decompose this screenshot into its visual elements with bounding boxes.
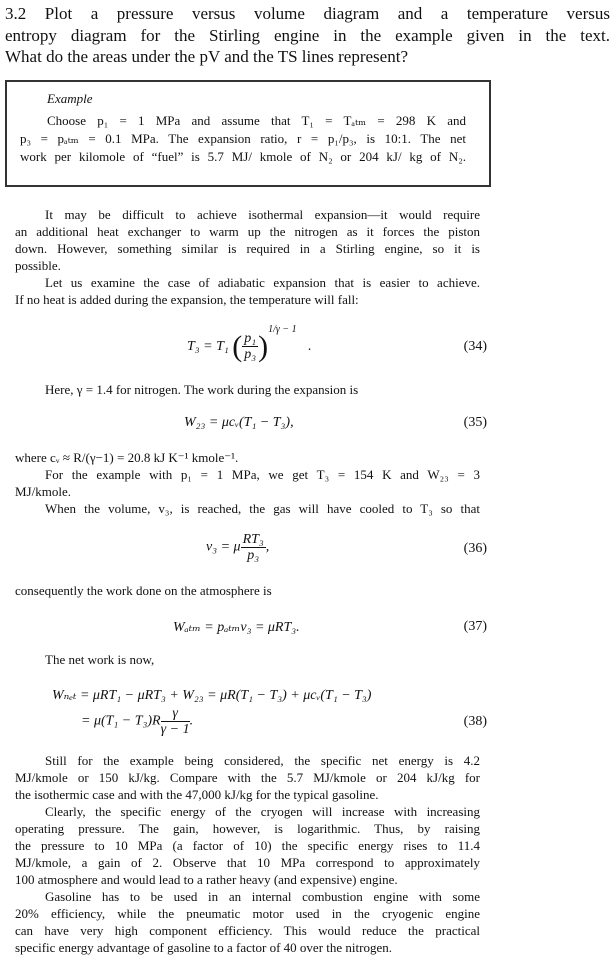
equation-number-36: (36) — [463, 541, 487, 556]
text-line: an additional heat exchanger to warm up the nitrogen as it forces the piston — [15, 224, 480, 239]
eq36-denominator: p₃ — [247, 548, 260, 563]
text-line: The net work is now, — [45, 652, 155, 667]
eq38-numerator: γ — [161, 706, 190, 722]
text-line: consequently the work done on the atmosphere is — [15, 583, 272, 598]
question-line: 3.2 Plot a pressure versus volume diagram and a temperature versus — [5, 4, 610, 23]
text-line: where cᵥ ≈ R/(γ−1) = 20.8 kJ K⁻¹ kmole⁻¹. — [15, 450, 239, 465]
equation-35: W₂₃ = μcᵥ(T₁ − T₃), — [184, 415, 294, 430]
text-line: For the example with p₁ = 1 MPa, we get T₃ = 154 K and W₂₃ = 3 — [45, 467, 480, 482]
eq36-numerator: RT₃ — [242, 532, 264, 547]
example-title: Example — [47, 91, 93, 106]
example-body — [20, 112, 466, 166]
equation-number-38: (38) — [463, 714, 487, 729]
eq38-denominator: γ − 1 — [160, 722, 190, 737]
eq34-numerator: p₁ — [244, 331, 257, 347]
equation-number-34: (34) — [463, 339, 487, 354]
text-line: Still for the example being considered, the specific net energy is 4.2 — [45, 753, 480, 768]
eq36-lhs: v₃ = μ — [206, 539, 241, 555]
eq34-denominator: p₃ — [244, 347, 257, 363]
net-work-text — [15, 651, 480, 668]
text-line: Clearly, the specific energy of the cryogen will increase with increasing — [45, 804, 480, 819]
text-line: 20% efficiency, while the pneumatic motor used in the cryogenic engine — [15, 906, 480, 921]
text-line: the pressure to 10 MPa (a factor of 10) the specific energy rises to 11.4 — [15, 838, 480, 853]
eq36-comma: , — [265, 539, 270, 555]
example-line: p₃ = pₐₜₘ = 0.1 MPa. The expansion ratio, r = p₁/p₃, is 10:1. The net — [20, 131, 466, 146]
equation-38-line1: Wₙₑₜ = μRT₁ − μRT₃ + W₂₃ = μR(T₁ − T₃) + μcᵥ(T₁ − T₃) — [52, 688, 372, 703]
example-line: Choose p₁ = 1 MPa and assume that T₁ = Tₐₜₘ = 298 K and — [47, 113, 466, 128]
text-line: When the volume, v₃, is reached, the gas will have cooled to T₃ so that — [45, 501, 480, 516]
text-line: operating pressure. The gain, however, is logarithmic. Thus, by raising — [15, 821, 480, 836]
text-line: Gasoline has to be used in an internal combustion engine with some — [45, 889, 480, 904]
text-line: 100 atmosphere and would lead to a rather heavy (and expensive) engine. — [15, 872, 398, 887]
paragraph-where — [15, 449, 480, 517]
paragraph-intro — [15, 206, 480, 308]
text-line: MJ/kmole, a gain of 2. Observe that 10 MPa correspond to approximately — [15, 855, 480, 870]
equation-number-35: (35) — [463, 415, 487, 430]
text-line: Here, γ = 1.4 for nitrogen. The work during the expansion is — [45, 382, 359, 397]
equation-36 — [206, 532, 269, 563]
eq38-period: . — [189, 713, 194, 729]
example-line: work per kilomole of “fuel” is 5.7 MJ/ kmole of N₂ or 204 kJ/ kg of N₂. — [20, 149, 466, 164]
paragraph-final — [15, 752, 480, 956]
text-line: specific energy advantage of gasoline to a factor of 40 over the nitrogen. — [15, 940, 392, 955]
text-line: MJ/kmole. — [15, 484, 71, 499]
text-line: MJ/kmole or 150 kJ/kg. Compare with the 5.7 MJ/kmole or 204 kJ/kg for — [15, 770, 480, 785]
question-text — [5, 3, 610, 68]
text-line: down. However, something similar is required in a Stirling engine, so it is — [15, 241, 480, 256]
text-line: the isothermic case and with the 47,000 kJ/kg for the typical gasoline. — [15, 787, 379, 802]
equation-37: Wₐₜₘ = pₐₜₘv₃ = μRT₃. — [173, 620, 300, 635]
here-text — [15, 381, 480, 398]
text-line: possible. — [15, 258, 61, 273]
eq38-expression: = μ(T₁ − T₃)R — [81, 713, 161, 729]
consequently-text — [15, 582, 480, 599]
question-line: What do the areas under the pV and the TS lines represent? — [5, 47, 408, 66]
equation-number-37: (37) — [463, 619, 487, 634]
question-line: entropy diagram for the Stirling engine in the example given in the text. — [5, 25, 610, 45]
eq34-period: . — [308, 339, 312, 354]
eq34-exponent: 1/γ − 1 — [268, 324, 297, 335]
text-line: If no heat is added during the expansion, the temperature will fall: — [15, 292, 359, 307]
text-line: Let us examine the case of adiabatic expansion that is easier to achieve. — [45, 275, 480, 290]
text-line: It may be difficult to achieve isothermal expansion—it would require — [45, 207, 480, 222]
equation-34: T₃ = T₁ ( $\frac{\text{p₁}}{\text{p₃}}$ )$^{1/\gamma - 1}$ . — [187, 324, 312, 363]
eq34-lhs: T₃ = T₁ — [187, 339, 229, 354]
equation-38-line2 — [81, 706, 193, 737]
text-line: can have very high component efficiency. This would reduce the practical — [15, 923, 480, 938]
